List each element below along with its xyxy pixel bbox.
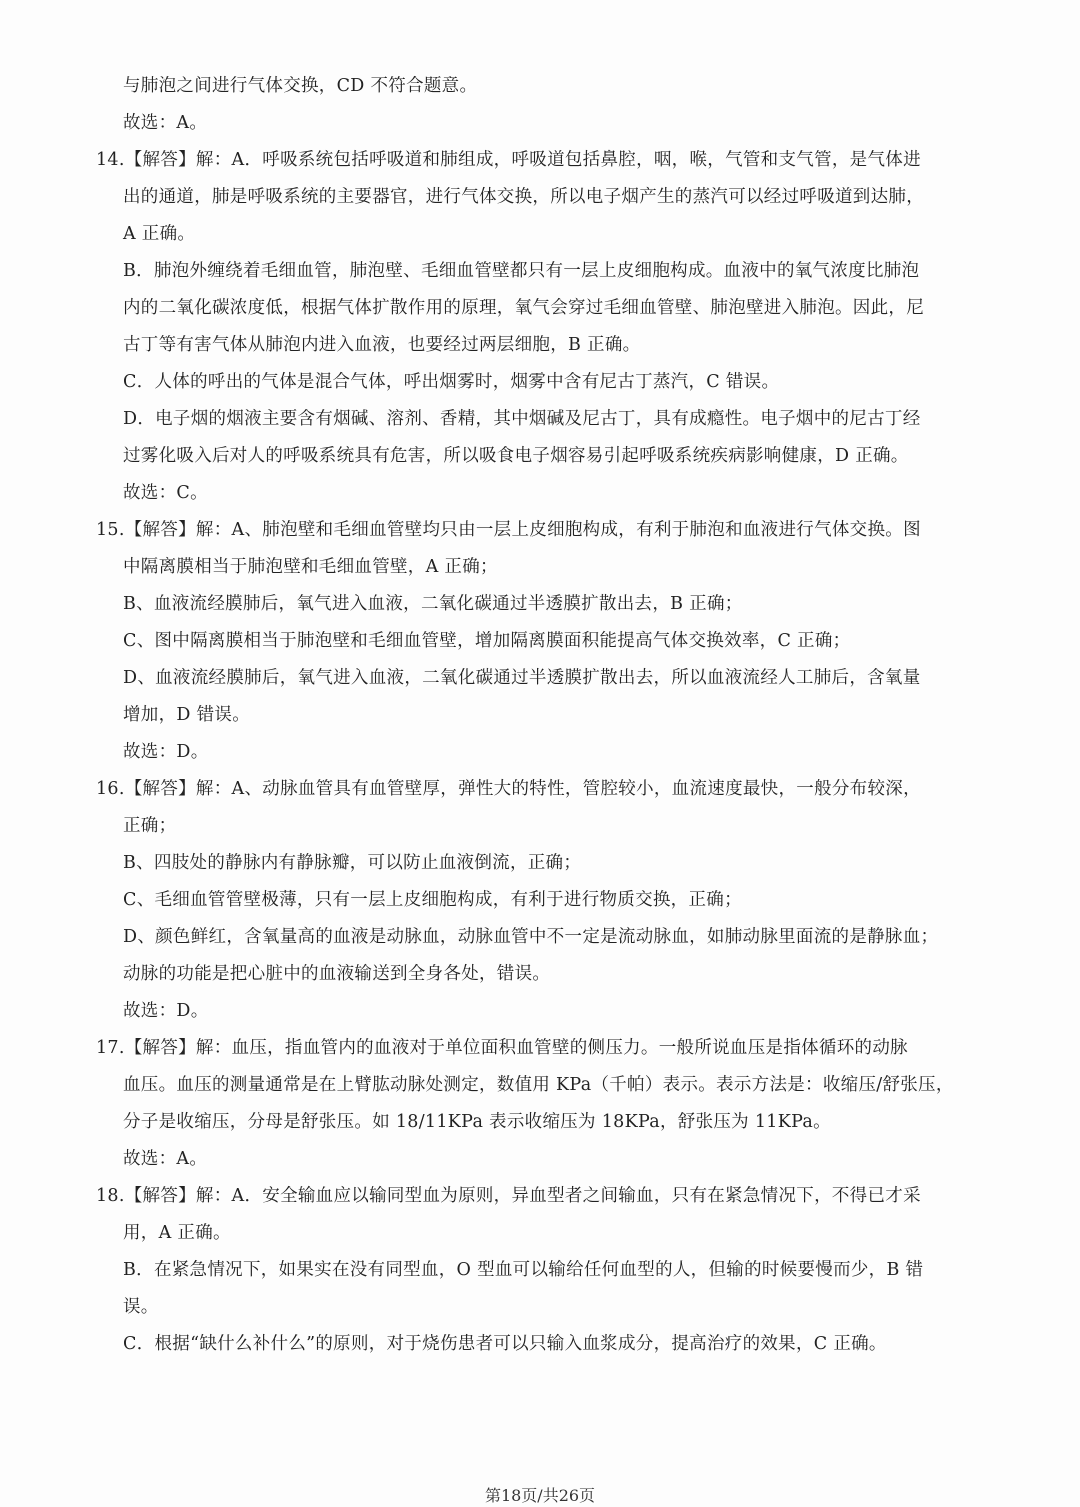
- text-line: 故选：D。: [123, 742, 209, 762]
- text-line: 故选：C。: [123, 483, 208, 503]
- text-line: 分子是收缩压，分母是舒张压。如 18/11KPa 表示收缩压为 18KPa，舒张压为 11KPa。: [123, 1112, 831, 1132]
- text-line: B．在紧急情况下，如果实在没有同型血，O 型血可以输给任何血型的人，但输的时候要慢而少，B 错: [123, 1260, 924, 1280]
- text-line: 增加，D 错误。: [123, 705, 250, 725]
- text-line: D．电子烟的烟液主要含有烟碱、溶剂、香精，其中烟碱及尼古丁，具有成瘾性。电子烟中的尼古丁经: [123, 409, 921, 429]
- text-line: 17.【解答】解：血压，指血管内的血液对于单位面积血管壁的侧压力。一般所说血压是指体循环的动脉: [96, 1038, 908, 1058]
- page-number-footer: 第18页/共26页: [484, 1486, 596, 1505]
- text-line: 正确；: [123, 816, 177, 836]
- text-line: 16.【解答】解：A、动脉血管具有血管壁厚，弹性大的特性，管腔较小，血流速度最快，一般分布较深，: [96, 779, 921, 799]
- text-line: C．人体的呼出的气体是混合气体，呼出烟雾时，烟雾中含有尼古丁蒸汽，C 错误。: [123, 372, 780, 392]
- text-line: 中隔离膜相当于肺泡壁和毛细血管壁，A 正确；: [123, 557, 498, 577]
- text-line: 故选：D。: [123, 1001, 209, 1021]
- text-line: 血压。血压的测量通常是在上臂肱动脉处测定，数值用 KPa（千帕）表示。表示方法是：收缩压/舒张压，: [123, 1075, 954, 1095]
- text-line: 过雾化吸入后对人的呼吸系统具有危害，所以吸食电子烟容易引起呼吸系统疾病影响健康，D 正确。: [123, 446, 909, 466]
- text-line: 故选：A。: [123, 1149, 208, 1169]
- text-line: 误。: [123, 1297, 159, 1317]
- text-line: 14.【解答】解：A．呼吸系统包括呼吸道和肺组成，呼吸道包括鼻腔，咽，喉，气管和支气管，是气体进: [96, 150, 921, 170]
- text-line: D、血液流经膜肺后，氧气进入血液，二氧化碳通过半透膜扩散出去，所以血液流经人工肺后，含氧量: [123, 668, 921, 688]
- text-line: C．根据“缺什么补什么”的原则，对于烧伤患者可以只输入血浆成分，提高治疗的效果，C 正确。: [123, 1334, 887, 1354]
- text-line: A 正确。: [123, 224, 196, 244]
- text-line: 用，A 正确。: [123, 1223, 231, 1243]
- text-line: 与肺泡之间进行气体交换，CD 不符合题意。: [123, 76, 478, 96]
- text-line: 15.【解答】解：A、肺泡壁和毛细血管壁均只由一层上皮细胞构成，有利于肺泡和血液进行气体交换。图: [96, 520, 921, 540]
- text-line: 18.【解答】解：A．安全输血应以输同型血为原则，异血型者之间输血，只有在紧急情况下，不得已才采: [96, 1186, 921, 1206]
- text-line: 动脉的功能是把心脏中的血液输送到全身各处，错误。: [123, 964, 551, 984]
- text-line: B．肺泡外缠绕着毛细血管，肺泡壁、毛细血管壁都只有一层上皮细胞构成。血液中的氧气浓度比肺泡: [123, 261, 920, 281]
- text-line: 故选：A。: [123, 113, 208, 133]
- text-line: B、四肢处的静脉内有静脉瓣，可以防止血液倒流，正确；: [123, 853, 582, 873]
- text-line: 出的通道，肺是呼吸系统的主要器官，进行气体交换，所以电子烟产生的蒸汽可以经过呼吸道到达肺，: [123, 187, 924, 207]
- answer-text-body: [0, 68, 1080, 1363]
- text-line: 内的二氧化碳浓度低，根据气体扩散作用的原理，氧气会穿过毛细血管壁、肺泡壁进入肺泡。因此，尼: [123, 298, 924, 318]
- text-line: C、毛细血管管壁极薄，只有一层上皮细胞构成，有利于进行物质交换，正确；: [123, 890, 742, 910]
- text-line: 古丁等有害气体从肺泡内进入血液，也要经过两层细胞，B 正确。: [123, 335, 641, 355]
- text-line: C、图中隔离膜相当于肺泡壁和毛细血管壁，增加隔离膜面积能提高气体交换效率，C 正确；: [123, 631, 851, 651]
- text-line: D、颜色鲜红，含氧量高的血液是动脉血，动脉血管中不一定是流动脉血，如肺动脉里面流的是静脉血；: [123, 927, 939, 947]
- text-line: B、血液流经膜肺后，氧气进入血液，二氧化碳通过半透膜扩散出去，B 正确；: [123, 594, 743, 614]
